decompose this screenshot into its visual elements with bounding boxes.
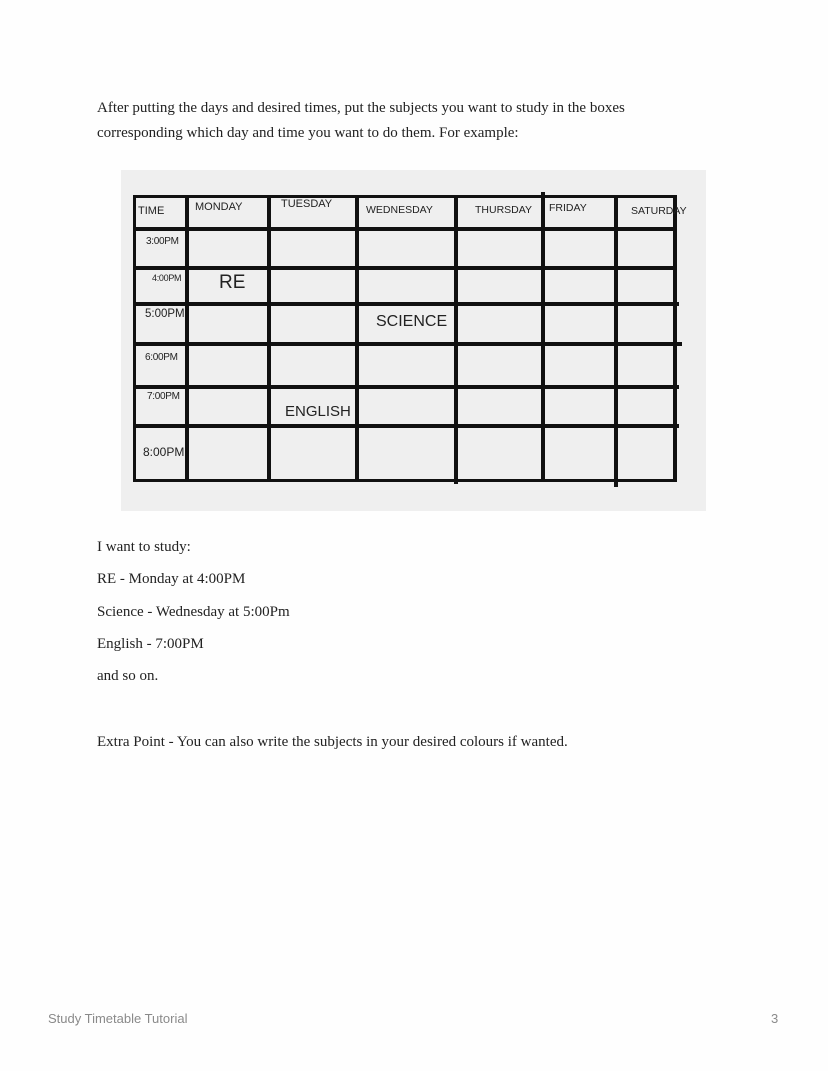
entry-re: RE [219,272,246,293]
plan-item: English - 7:00PM [97,636,204,652]
time-5pm: 5:00PM [145,308,185,320]
plan-item: Science - Wednesday at 5:00Pm [97,604,290,620]
grid-line [133,195,136,482]
grid-line [133,302,679,306]
grid-line [133,266,676,270]
entry-science: SCIENCE [376,313,448,330]
header-friday: FRIDAY [549,202,587,214]
plan-item: RE - Monday at 4:00PM [97,571,246,587]
plan-item: and so on. [97,668,159,684]
time-8pm: 8:00PM [143,445,185,459]
extra-point: Extra Point - You can also write the subjects in your desired colours if wanted. [97,734,568,750]
grid-line [185,195,189,482]
grid-line [267,195,271,482]
grid-line [133,424,679,428]
grid-line [133,385,679,389]
grid-line [673,195,677,482]
header-wednesday: WEDNESDAY [366,204,433,216]
time-4pm: 4:00PM [152,273,182,283]
grid-line [133,227,676,231]
header-saturday: SATURDAY [631,205,687,217]
header-thursday: THURSDAY [475,204,532,216]
grid-line [133,342,682,346]
grid-line [133,479,676,482]
time-6pm: 6:00PM [145,352,178,363]
header-time: TIME [138,205,165,217]
page-number: 3 [771,1011,779,1026]
time-7pm: 7:00PM [147,391,180,402]
entry-english: ENGLISH [285,403,351,420]
header-monday: MONDAY [195,201,243,213]
grid-line [355,195,359,482]
grid-line [133,195,676,198]
timetable-example-image [121,170,706,511]
grid-line [541,192,545,482]
intro-line-2: corresponding which day and time you want to do them. For example: [97,125,519,141]
footer-title: Study Timetable Tutorial [48,1011,188,1026]
grid-line [614,195,618,487]
time-3pm: 3:00PM [146,236,179,247]
grid-line [454,195,458,484]
plan-heading: I want to study: [97,539,191,555]
header-tuesday: TUESDAY [281,198,333,210]
intro-line-1: After putting the days and desired times, put the subjects you want to study in the boxes [97,100,625,116]
